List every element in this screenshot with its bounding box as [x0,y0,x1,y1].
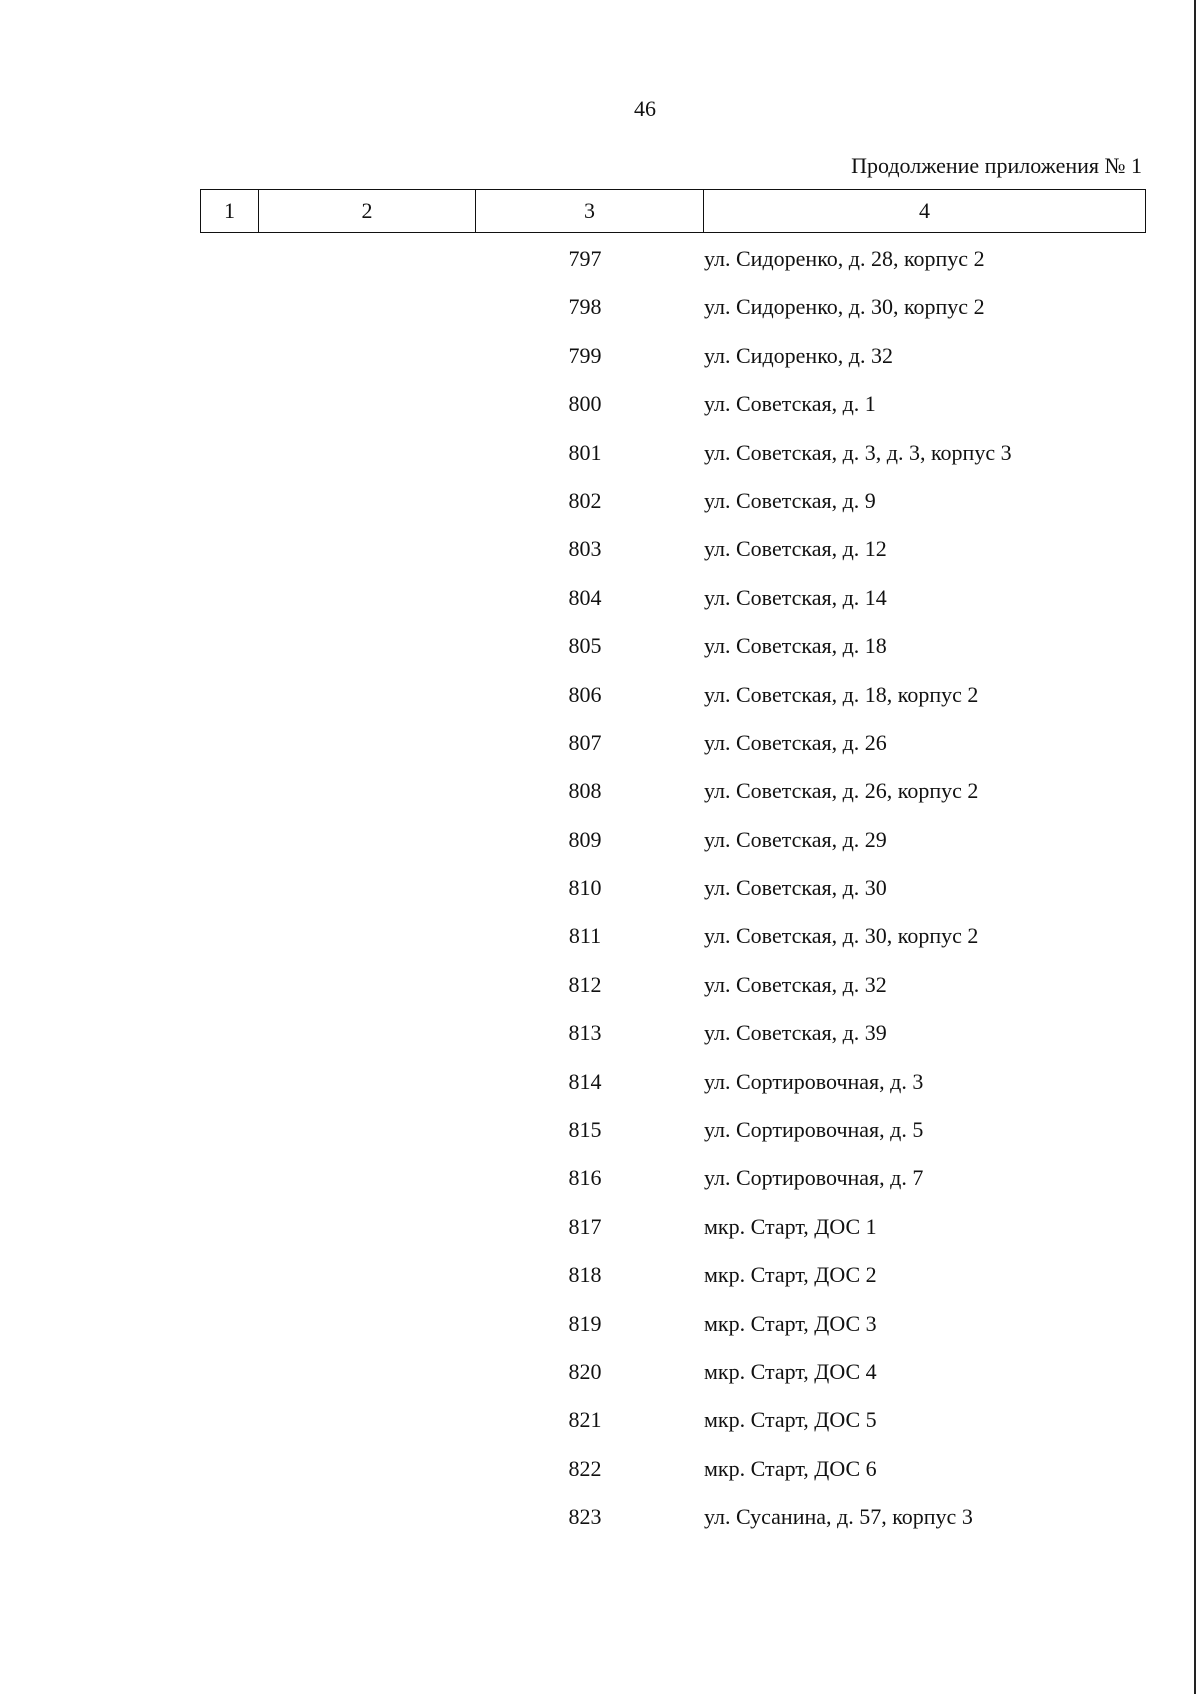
row-address: ул. Советская, д. 14 [704,584,887,610]
row-address: мкр. Старт, ДОС 1 [704,1213,877,1239]
row-number: 801 [568,439,602,465]
table-row [0,246,1200,294]
table-row [0,1407,1200,1455]
table-row [0,1165,1200,1213]
table-row [0,536,1200,584]
row-number: 804 [568,584,602,610]
row-number: 817 [568,1213,602,1239]
table-row [0,633,1200,681]
row-number: 822 [568,1455,602,1481]
row-address: ул. Советская, д. 30 [704,875,887,901]
page-number: 46 [634,96,656,121]
row-number: 809 [568,826,602,852]
row-number: 816 [568,1165,602,1191]
table-row [0,875,1200,923]
column-header-4: 4 [704,190,1146,233]
row-number: 819 [568,1310,602,1336]
row-number: 811 [568,923,602,949]
table-row [0,1069,1200,1117]
table-row [0,827,1200,875]
table-row [0,440,1200,488]
row-number: 821 [568,1407,602,1433]
table-row [0,1504,1200,1552]
row-address: ул. Советская, д. 29 [704,826,887,852]
row-address: мкр. Старт, ДОС 6 [704,1455,877,1481]
row-address: ул. Советская, д. 18 [704,633,887,659]
column-header-row [201,190,1146,233]
row-address: ул. Сортировочная, д. 3 [704,1068,924,1094]
row-number: 808 [568,778,602,804]
address-list [0,246,1200,1553]
row-address: мкр. Старт, ДОС 4 [704,1358,877,1384]
row-number: 798 [568,294,602,320]
table-row [0,294,1200,342]
row-address: ул. Советская, д. 32 [704,971,887,997]
table-row [0,682,1200,730]
row-address: ул. Советская, д. 26, корпус 2 [704,778,979,804]
table-row [0,1020,1200,1068]
row-address: ул. Сортировочная, д. 7 [704,1165,924,1191]
row-number: 823 [568,1504,602,1530]
table-row [0,1311,1200,1359]
table-row [0,343,1200,391]
table-row [0,1456,1200,1504]
table-row [0,585,1200,633]
row-address: ул. Советская, д. 30, корпус 2 [704,923,979,949]
scan-edge-line [1194,0,1196,1694]
row-address: ул. Советская, д. 1 [704,391,876,417]
row-number: 802 [568,487,602,513]
row-address: ул. Советская, д. 26 [704,729,887,755]
table-row [0,1117,1200,1165]
row-address: ул. Сидоренко, д. 30, корпус 2 [704,294,985,320]
row-number: 805 [568,633,602,659]
row-number: 818 [568,1262,602,1288]
table-row [0,391,1200,439]
column-header-table [200,189,1146,233]
table-row [0,778,1200,826]
row-number: 803 [568,536,602,562]
row-address: мкр. Старт, ДОС 3 [704,1310,877,1336]
row-address: мкр. Старт, ДОС 2 [704,1262,877,1288]
table-row [0,923,1200,971]
row-number: 815 [568,1117,602,1143]
column-header-2: 2 [259,190,476,233]
row-number: 807 [568,729,602,755]
row-number: 806 [568,681,602,707]
row-address: ул. Советская, д. 12 [704,536,887,562]
table-row [0,1359,1200,1407]
table-row [0,1214,1200,1262]
row-number: 800 [568,391,602,417]
row-address: мкр. Старт, ДОС 5 [704,1407,877,1433]
table-row [0,972,1200,1020]
row-number: 810 [568,875,602,901]
row-address: ул. Сусанина, д. 57, корпус 3 [704,1504,973,1530]
row-number: 814 [568,1068,602,1094]
row-number: 813 [568,1020,602,1046]
row-number: 799 [568,342,602,368]
row-number: 820 [568,1358,602,1384]
table-row [0,730,1200,778]
table-row [0,1262,1200,1310]
row-address: ул. Советская, д. 3, д. 3, корпус 3 [704,439,1012,465]
column-header-1: 1 [201,190,259,233]
row-number: 797 [568,246,602,271]
row-address: ул. Советская, д. 18, корпус 2 [704,681,979,707]
column-header-3: 3 [476,190,704,233]
row-number: 812 [568,971,602,997]
table-row [0,488,1200,536]
continuation-label: Продолжение приложения № 1 [851,153,1142,178]
row-address: ул. Советская, д. 39 [704,1020,887,1046]
row-address: ул. Сидоренко, д. 32 [704,342,893,368]
row-address: ул. Сидоренко, д. 28, корпус 2 [704,246,985,271]
row-address: ул. Сортировочная, д. 5 [704,1117,924,1143]
row-address: ул. Советская, д. 9 [704,487,876,513]
